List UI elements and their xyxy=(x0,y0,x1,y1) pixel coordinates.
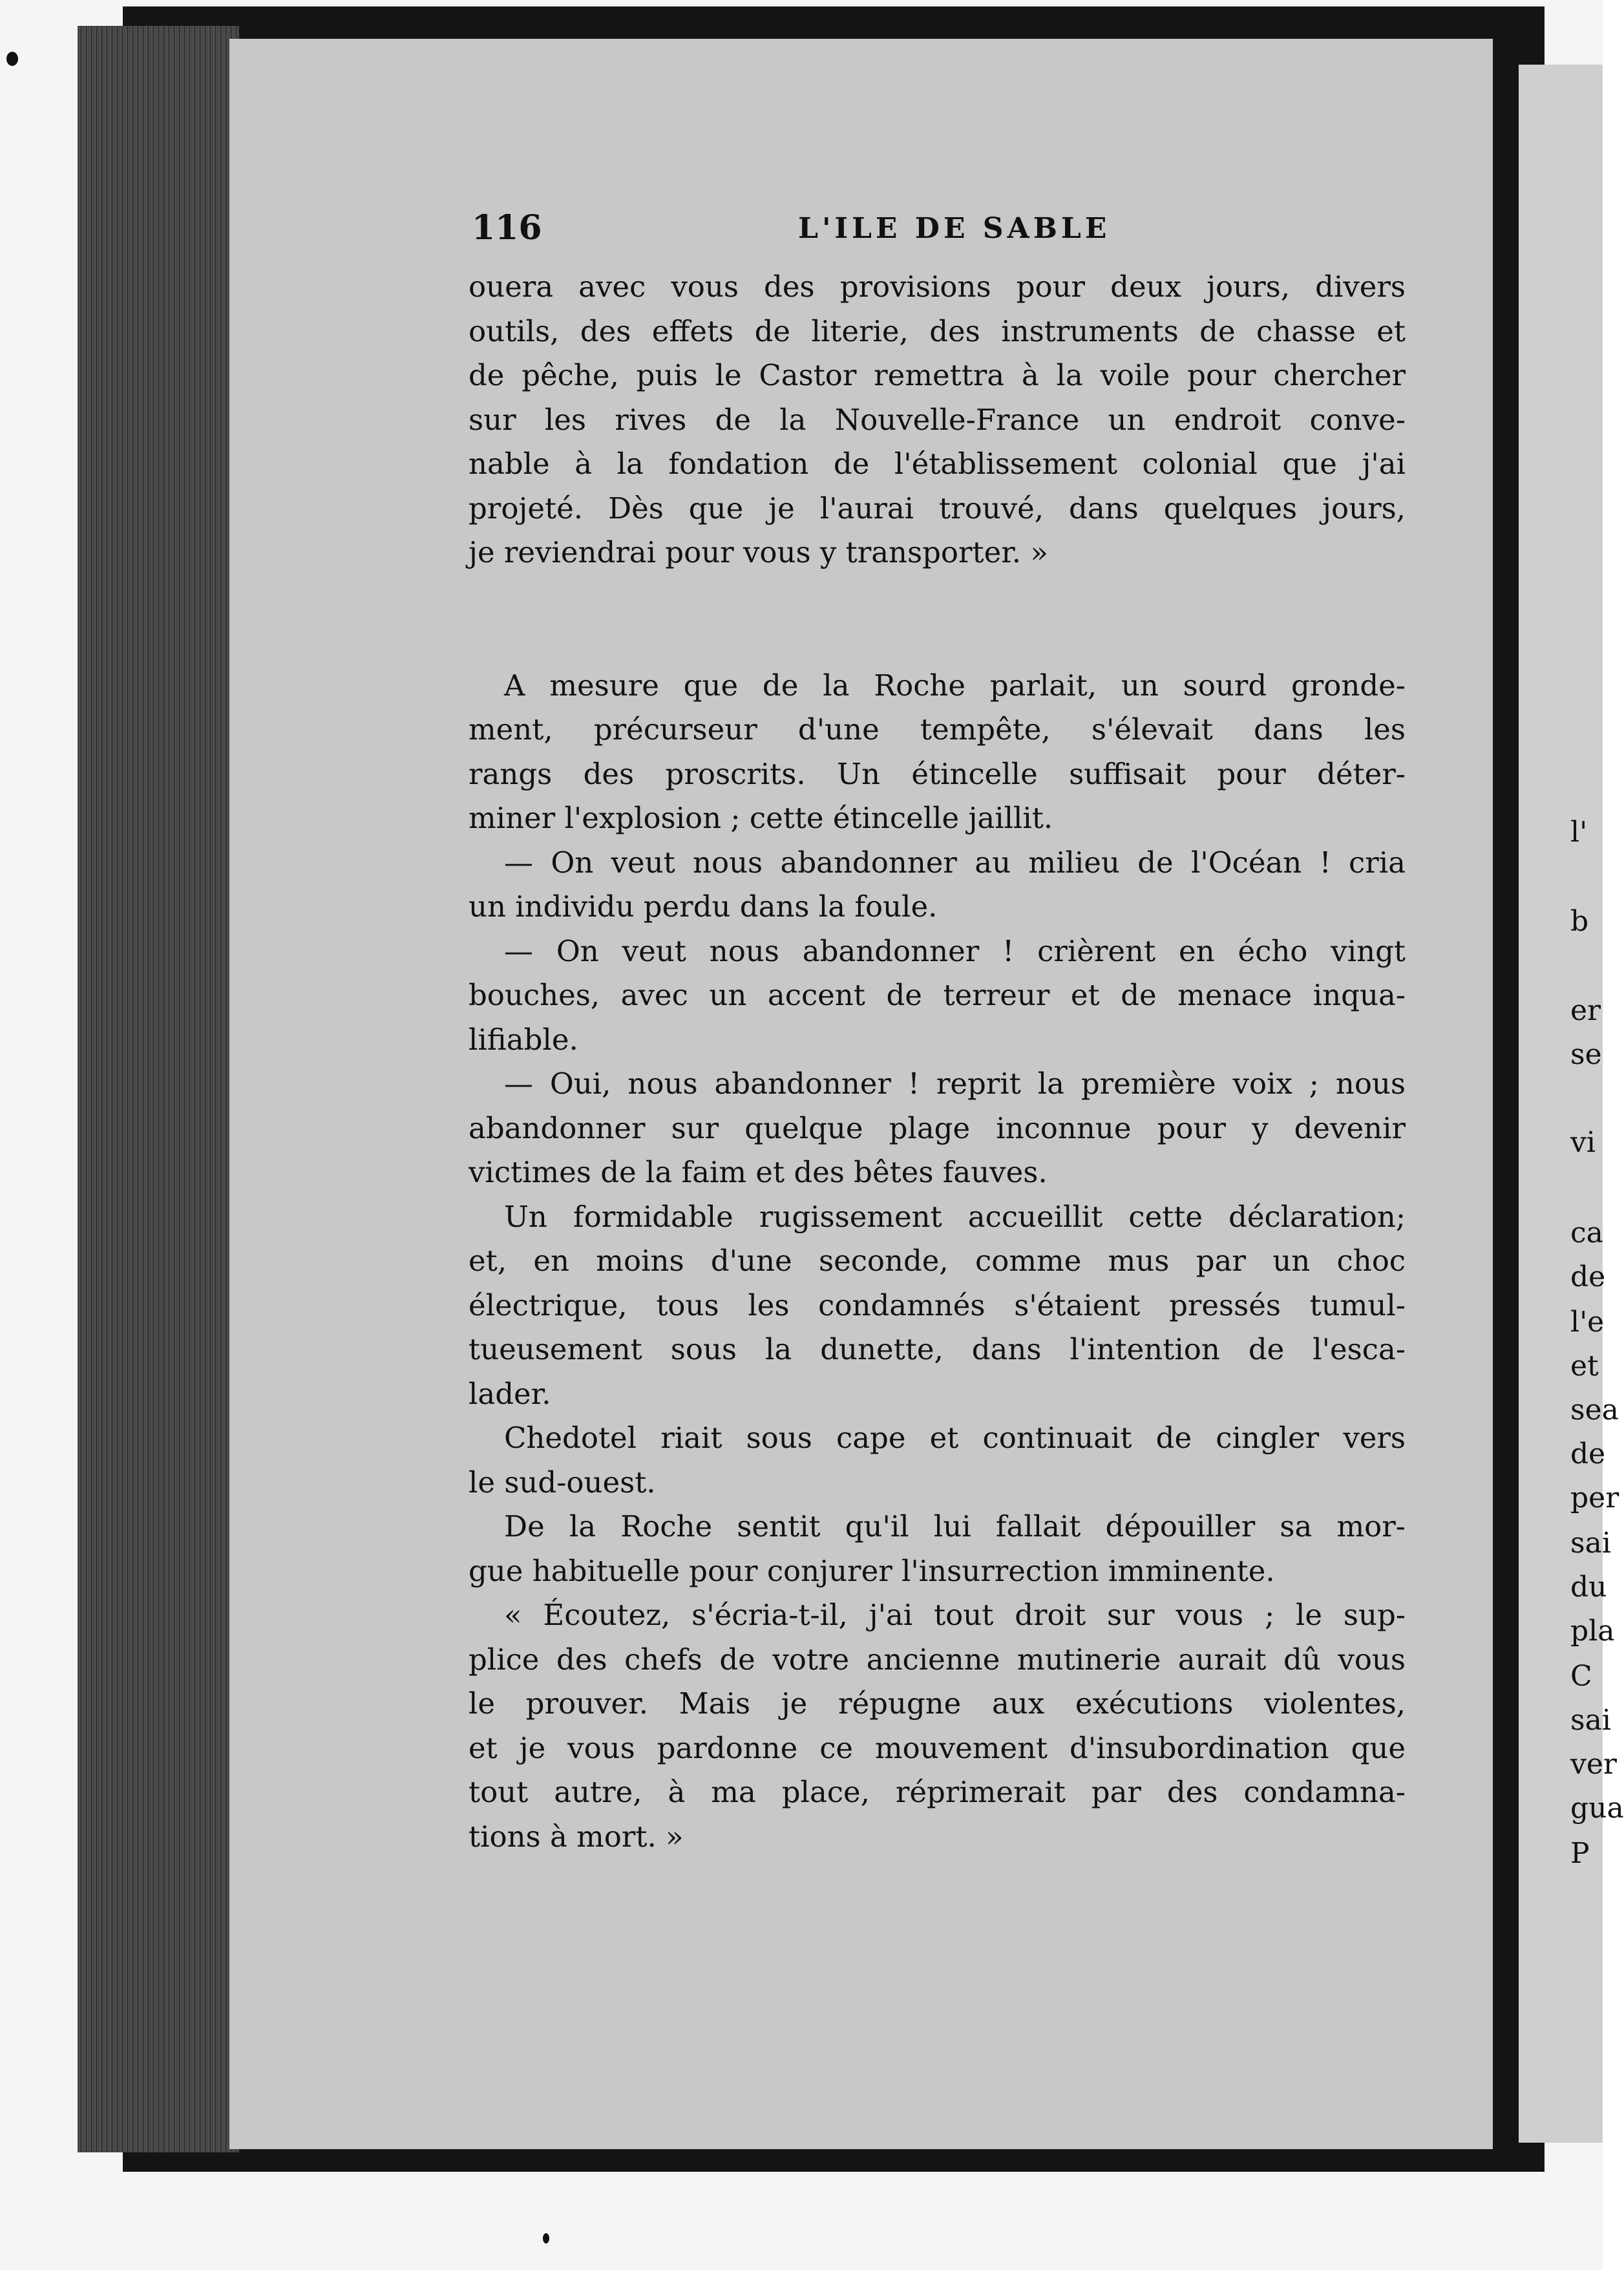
text-line: je reviendrai pour vous y transporter. » xyxy=(469,535,1048,569)
text-line: plice des chefs de votre ancienne mutinerie aurait dû vous xyxy=(469,1642,1406,1677)
text-line: projeté. Dès que je l'aurai trouvé, dans quelques jours, xyxy=(469,491,1406,525)
paragraph-gap xyxy=(469,575,1406,664)
text-line: De la Roche sentit qu'il lui fallait dépouiller sa mor- xyxy=(504,1509,1406,1543)
text-line: le prouver. Mais je répugne aux exécutions violentes, xyxy=(469,1686,1406,1721)
text-line: rangs des proscrits. Un étincelle suffisait pour déter- xyxy=(469,756,1406,791)
facing-page-fragment: sai xyxy=(1570,1704,1611,1737)
facing-page-fragment: ver xyxy=(1570,1748,1617,1781)
text-line: tions à mort. » xyxy=(469,1819,684,1854)
text-line: « Écoutez, s'écria-t-il, j'ai tout droit sur vous ; le sup- xyxy=(504,1598,1406,1632)
text-line: le sud-ouest. xyxy=(469,1465,656,1500)
text-line: et, en moins d'une seconde, comme mus par un choc xyxy=(469,1244,1406,1278)
text-line: — Oui, nous abandonner ! reprit la première voix ; nous xyxy=(504,1066,1406,1101)
text-line: A mesure que de la Roche parlait, un sourd grondе- xyxy=(504,668,1406,703)
facing-page-fragment: gua xyxy=(1570,1792,1624,1825)
text-line: — On veut nous abandonner au milieu de l'Océan ! cria xyxy=(504,845,1406,880)
facing-page-fragment: l' xyxy=(1570,816,1588,849)
text-line: — On veut nous abandonner ! crièrent en écho vingt xyxy=(504,933,1406,968)
facing-page-fragment: ca xyxy=(1570,1216,1603,1249)
text-line: tout autre, à ma place, réprimerait par des condamna- xyxy=(469,1775,1406,1809)
facing-page-fragment: vi xyxy=(1570,1126,1596,1159)
text-line: lifiable. xyxy=(469,1022,578,1057)
facing-page-fragment: et xyxy=(1570,1350,1599,1383)
facing-page-fragment: de xyxy=(1570,1260,1606,1293)
text-line: outils, des effets de literie, des instruments de chasse et xyxy=(469,313,1406,348)
text-line: et je vous pardonne ce mouvement d'insubordination que xyxy=(469,1730,1406,1765)
page-number: 116 xyxy=(472,208,542,248)
page-body xyxy=(469,265,1406,1859)
facing-page-fragment: sai xyxy=(1570,1527,1611,1560)
facing-page-fragment: se xyxy=(1570,1038,1602,1071)
text-line: un individu perdu dans la foule. xyxy=(469,889,938,924)
facing-page-fragment: C xyxy=(1570,1660,1592,1693)
facing-page-fragment: pla xyxy=(1570,1615,1615,1648)
text-line: ouera avec vous des provisions pour deux jours, divers xyxy=(469,270,1406,304)
text-line: lader. xyxy=(469,1376,551,1411)
running-title: L'ILE DE SABLE xyxy=(798,212,1111,245)
text-line: victimes de la faim et des bêtes fauves. xyxy=(469,1155,1048,1189)
text-line: ment, précurseur d'une tempête, s'élevait dans les xyxy=(469,712,1406,747)
text-line: de pêche, puis le Castor remettra à la voile pour chercher xyxy=(469,358,1406,392)
text-line: bouches, avec un accent de terreur et de menace inqua- xyxy=(469,978,1406,1012)
text-line: Un formidable rugissement accueillit cette déclaration; xyxy=(504,1199,1406,1234)
text-line: Chedotel riait sous cape et continuait de cingler vers xyxy=(504,1421,1406,1455)
facing-page-fragment: du xyxy=(1570,1571,1607,1604)
facing-page-fragment: l'e xyxy=(1570,1306,1605,1339)
facing-page-text xyxy=(1570,0,1624,2270)
text-line: sur les rives de la Nouvelle-France un endroit conve- xyxy=(469,402,1406,437)
text-line: miner l'explosion ; cette étincelle jaillit. xyxy=(469,801,1053,835)
facing-page-fragment: de xyxy=(1570,1437,1606,1470)
text-line: abandonner sur quelque plage inconnue pour y devenir xyxy=(469,1110,1406,1145)
page-edges xyxy=(78,26,239,2152)
page-header xyxy=(472,208,1480,253)
facing-page-fragment: P xyxy=(1570,1837,1590,1870)
facing-page-fragment: b xyxy=(1570,905,1589,938)
facing-page-fragment: per xyxy=(1570,1481,1619,1514)
scan-speck xyxy=(543,2233,549,2243)
text-line: gue habituelle pour conjurer l'insurrection imminente. xyxy=(469,1553,1275,1588)
facing-page-fragment: er xyxy=(1570,994,1601,1027)
scan-speck xyxy=(6,52,18,66)
facing-page-fragment: sea xyxy=(1570,1394,1619,1427)
text-line: tueusement sous la dunette, dans l'intention de l'esca- xyxy=(469,1332,1406,1366)
text-line: électrique, tous les condamnés s'étaient pressés tumul- xyxy=(469,1288,1406,1322)
text-line: nable à la fondation de l'établissement colonial que j'ai xyxy=(469,447,1406,481)
